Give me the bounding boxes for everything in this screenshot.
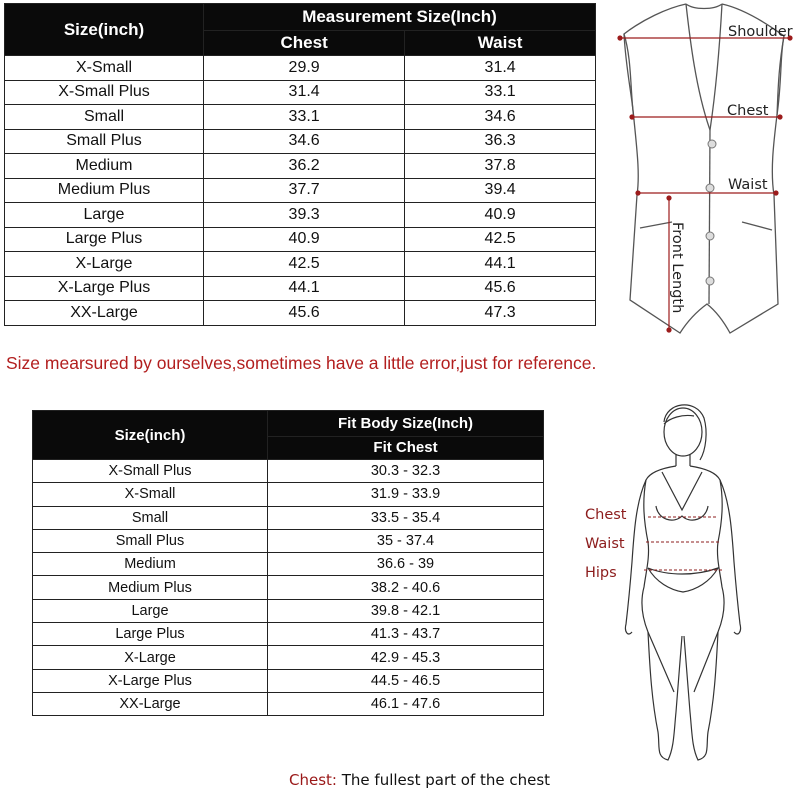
garment-table-body (5, 56, 596, 326)
waist-cell: 31.4 (405, 56, 596, 81)
body-size-column-header: Size(inch) (33, 411, 268, 460)
body-table-row (33, 483, 544, 506)
body-table-row (33, 692, 544, 715)
fit-chest-cell: 33.5 - 35.4 (268, 506, 544, 529)
vest-right-pocket (742, 222, 772, 230)
body-table-row (33, 506, 544, 529)
garment-table-row (5, 178, 596, 203)
figure-left-side (642, 466, 676, 692)
size-cell: X-Small Plus (5, 80, 204, 105)
waist-cell: 45.6 (405, 276, 596, 301)
shoulder-label: Shoulder (728, 24, 793, 40)
size-cell: X-Small (5, 56, 204, 81)
chest-cell: 44.1 (204, 276, 405, 301)
waist-cell: 42.5 (405, 227, 596, 252)
body-hips-label: Hips (585, 565, 617, 581)
front-length-measure-end (667, 328, 671, 332)
waist-measure-start (636, 191, 640, 195)
measurement-group-header: Measurement Size(Inch) (204, 4, 596, 31)
size-cell: Large Plus (5, 227, 204, 252)
body-size-cell: X-Large Plus (33, 669, 268, 692)
waist-label: Waist (728, 177, 768, 193)
body-size-cell: X-Small (33, 483, 268, 506)
size-column-header: Size(inch) (5, 4, 204, 56)
body-table-row (33, 646, 544, 669)
body-table-row (33, 576, 544, 599)
body-size-cell: Large Plus (33, 623, 268, 646)
chest-column-header: Chest (204, 31, 405, 56)
fit-chest-column-header: Fit Chest (268, 436, 544, 459)
vest-neck (686, 4, 722, 9)
chest-cell: 31.4 (204, 80, 405, 105)
chest-measure-start (630, 115, 634, 119)
vest-outline (624, 4, 784, 333)
garment-size-table (4, 3, 596, 326)
chest-cell: 45.6 (204, 301, 405, 326)
body-table-row (33, 460, 544, 483)
body-chest-label: Chest (585, 507, 627, 523)
fit-chest-cell: 36.6 - 39 (268, 553, 544, 576)
body-table-row (33, 623, 544, 646)
chest-cell: 37.7 (204, 178, 405, 203)
size-cell: XX-Large (5, 301, 204, 326)
size-cell: X-Large (5, 252, 204, 277)
garment-table-row (5, 129, 596, 154)
figure-left-leg (648, 632, 682, 760)
size-cell: Medium Plus (5, 178, 204, 203)
fit-chest-cell: 41.3 - 43.7 (268, 623, 544, 646)
button-3 (706, 232, 714, 240)
vest-left-pocket (640, 222, 672, 228)
chest-cell: 33.1 (204, 105, 405, 130)
waist-cell: 44.1 (405, 252, 596, 277)
garment-table-row (5, 105, 596, 130)
garment-table-row (5, 276, 596, 301)
body-size-cell: Medium (33, 553, 268, 576)
figure-right-side (690, 466, 724, 692)
fit-chest-cell: 44.5 - 46.5 (268, 669, 544, 692)
chest-label: Chest (727, 103, 769, 119)
vest-left-lapel (686, 4, 710, 130)
garment-table-row (5, 154, 596, 179)
body-size-cell: Small (33, 506, 268, 529)
fit-chest-cell: 35 - 37.4 (268, 529, 544, 552)
fit-chest-cell: 30.3 - 32.3 (268, 460, 544, 483)
garment-table-row (5, 203, 596, 228)
size-cell: Medium (5, 154, 204, 179)
waist-measure-end (774, 191, 778, 195)
vest-right-lapel (710, 4, 722, 130)
body-size-cell: Large (33, 599, 268, 622)
waist-cell: 40.9 (405, 203, 596, 228)
size-cell: Small Plus (5, 129, 204, 154)
chest-cell: 36.2 (204, 154, 405, 179)
garment-table-row (5, 227, 596, 252)
body-size-cell: Small Plus (33, 529, 268, 552)
shoulder-measure-start (618, 36, 622, 40)
button-4 (706, 277, 714, 285)
body-size-cell: XX-Large (33, 692, 268, 715)
vest-diagram (612, 0, 792, 345)
waist-cell: 33.1 (405, 80, 596, 105)
body-waist-label: Waist (585, 536, 625, 552)
body-size-cell: X-Small Plus (33, 460, 268, 483)
figure-hair (664, 405, 706, 460)
chest-cell: 34.6 (204, 129, 405, 154)
body-table-body (33, 460, 544, 716)
waist-cell: 36.3 (405, 129, 596, 154)
garment-table-row (5, 56, 596, 81)
front-length-label: Front Length (669, 222, 685, 314)
button-2 (706, 184, 714, 192)
fit-chest-cell: 42.9 - 45.3 (268, 646, 544, 669)
body-table-row (33, 553, 544, 576)
figure-right-leg (684, 632, 718, 760)
garment-table-row (5, 80, 596, 105)
waist-cell: 37.8 (405, 154, 596, 179)
chest-definition (289, 771, 550, 789)
figure-bust (656, 506, 708, 520)
chest-cell: 40.9 (204, 227, 405, 252)
chest-term: Chest: (289, 771, 337, 789)
fit-chest-cell: 39.8 - 42.1 (268, 599, 544, 622)
garment-table-row (5, 301, 596, 326)
figure-underwear (648, 568, 718, 592)
garment-table-row (5, 252, 596, 277)
vest-left-armhole (624, 34, 634, 120)
waist-cell: 39.4 (405, 178, 596, 203)
chest-cell: 42.5 (204, 252, 405, 277)
body-size-cell: Medium Plus (33, 576, 268, 599)
body-table-row (33, 529, 544, 552)
body-table-row (33, 599, 544, 622)
size-cell: Large (5, 203, 204, 228)
waist-column-header: Waist (405, 31, 596, 56)
body-size-cell: X-Large (33, 646, 268, 669)
front-length-measure-start (667, 196, 671, 200)
size-cell: Small (5, 105, 204, 130)
body-table-row (33, 669, 544, 692)
chest-cell: 39.3 (204, 203, 405, 228)
waist-cell: 34.6 (405, 105, 596, 130)
fit-body-group-header: Fit Body Size(Inch) (268, 411, 544, 437)
fit-chest-cell: 38.2 - 40.6 (268, 576, 544, 599)
body-size-table (32, 410, 544, 716)
measurement-note: Size mearsured by ourselves,sometimes have a little error,just for reference. (6, 353, 597, 373)
chest-definition-text: The fullest part of the chest (341, 771, 551, 789)
chest-cell: 29.9 (204, 56, 405, 81)
size-cell: X-Large Plus (5, 276, 204, 301)
body-figure-diagram (578, 392, 798, 772)
button-1 (708, 140, 716, 148)
waist-cell: 47.3 (405, 301, 596, 326)
figure-v-neckline (662, 472, 702, 510)
fit-chest-cell: 31.9 - 33.9 (268, 483, 544, 506)
fit-chest-cell: 46.1 - 47.6 (268, 692, 544, 715)
chest-measure-end (778, 115, 782, 119)
